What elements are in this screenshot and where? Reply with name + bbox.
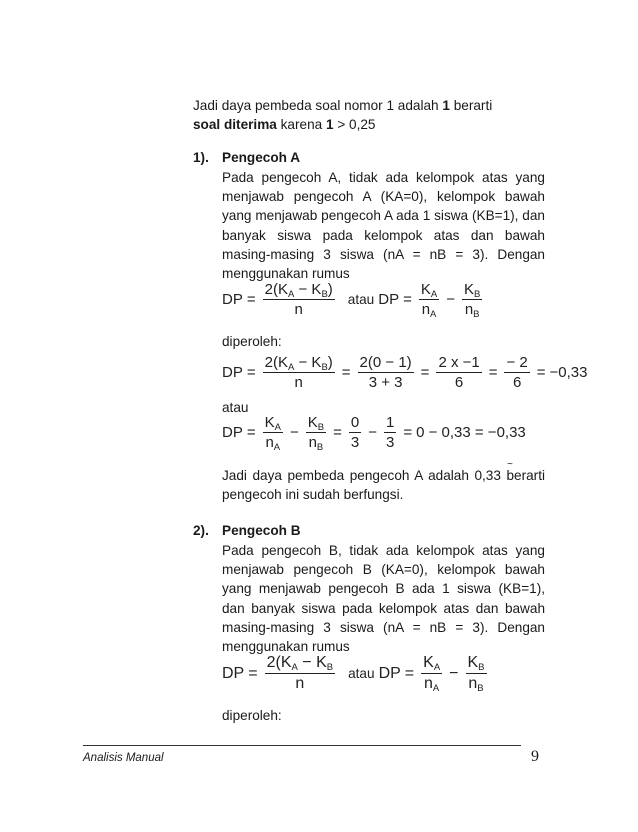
section-a-body: Pada pengecoh A, tidak ada kelompok atas yang menjawab pengecoh A (KA=0), kelompok bawah yang menjawab pengecoh A ada 1 siswa (KB=1), dan banyak siswa pada kelompok atas dan bawah masing-masing 3 siswa (nA = nB = 3). Dengan menggunakan rumus bbox=[222, 170, 545, 282]
section-b-formula: DP = $\frac{2(KA - KB}{n}$ atau DP = $\frac{KA}{nA}$ − $\frac{KB}{nB}$ bbox=[222, 654, 485, 694]
section-b-diperoleh: diperoleh: bbox=[222, 708, 282, 723]
section-a-conclusion: Jadi daya pembeda pengecoh A adalah 0,33 berarti pengecoh ini sudah berfungsi. bbox=[222, 468, 545, 503]
section-a-calc-2: DP = $\frac{K_A}{n_A}$ − $\frac{K_B}{n_B}$ = $\frac{0}{3}$ − $\frac{1}{3}$ = 0 − 0,33 = −0,33 bbox=[222, 414, 526, 453]
intro-bold-1: 1 bbox=[442, 98, 450, 113]
section-b-number: 2). bbox=[193, 523, 209, 538]
section-a-number: 1). bbox=[193, 150, 209, 165]
section-a-result-1: −0,33 bbox=[549, 364, 588, 381]
section-a-calc-1: DP = $\frac{2(K_A - K_B)}{n}$ = $\frac{2(0 - 1)}{3 + 3}$ = $\frac{2 x -1}{6}$ = $\frac{- 2}{6}$ = −0,33 bbox=[222, 354, 588, 391]
intro-paragraph bbox=[193, 96, 545, 134]
section-a-atau-inline: atau bbox=[347, 292, 375, 307]
footer-title: Analisis Manual bbox=[83, 752, 164, 764]
section-a-result-2: 0 − 0,33 = −0,33 bbox=[416, 424, 526, 441]
footer-divider bbox=[83, 745, 521, 746]
section-a-formula: DP = $\frac{2(K_A - K_B)}{n}$ atau DP = $\frac{K_A}{n_A}$ − $\frac{K_B}{n_B}$ bbox=[222, 281, 481, 320]
section-a-atau: atau bbox=[222, 400, 249, 415]
tilde-mark: ~ bbox=[507, 459, 513, 470]
intro-text-4: > 0,25 bbox=[333, 117, 376, 132]
section-a-diperoleh: diperoleh: bbox=[222, 334, 282, 349]
section-b-body: Pada pengecoh B, tidak ada kelompok atas yang menjawab pengecoh B (KA=0), kelompok bawah yang menjawab pengecoh B ada 1 siswa (KB=1), dan banyak siswa pada kelompok atas dan bawah masing-masing 3 siswa (nA = nB = 3). Dengan menggunakan rumus bbox=[222, 543, 545, 655]
intro-bold-2: soal diterima bbox=[193, 117, 277, 132]
intro-text-1: Jadi daya pembeda soal nomor 1 adalah bbox=[193, 98, 443, 113]
section-b-atau-inline: atau bbox=[348, 666, 375, 681]
page-number: 9 bbox=[531, 748, 539, 765]
section-a-title: Pengecoh A bbox=[222, 150, 301, 165]
intro-text-2: berarti bbox=[449, 98, 493, 113]
intro-bold-3: 1 bbox=[325, 117, 334, 132]
section-b-title: Pengecoh B bbox=[222, 523, 301, 538]
intro-text-3: karena bbox=[276, 117, 326, 132]
